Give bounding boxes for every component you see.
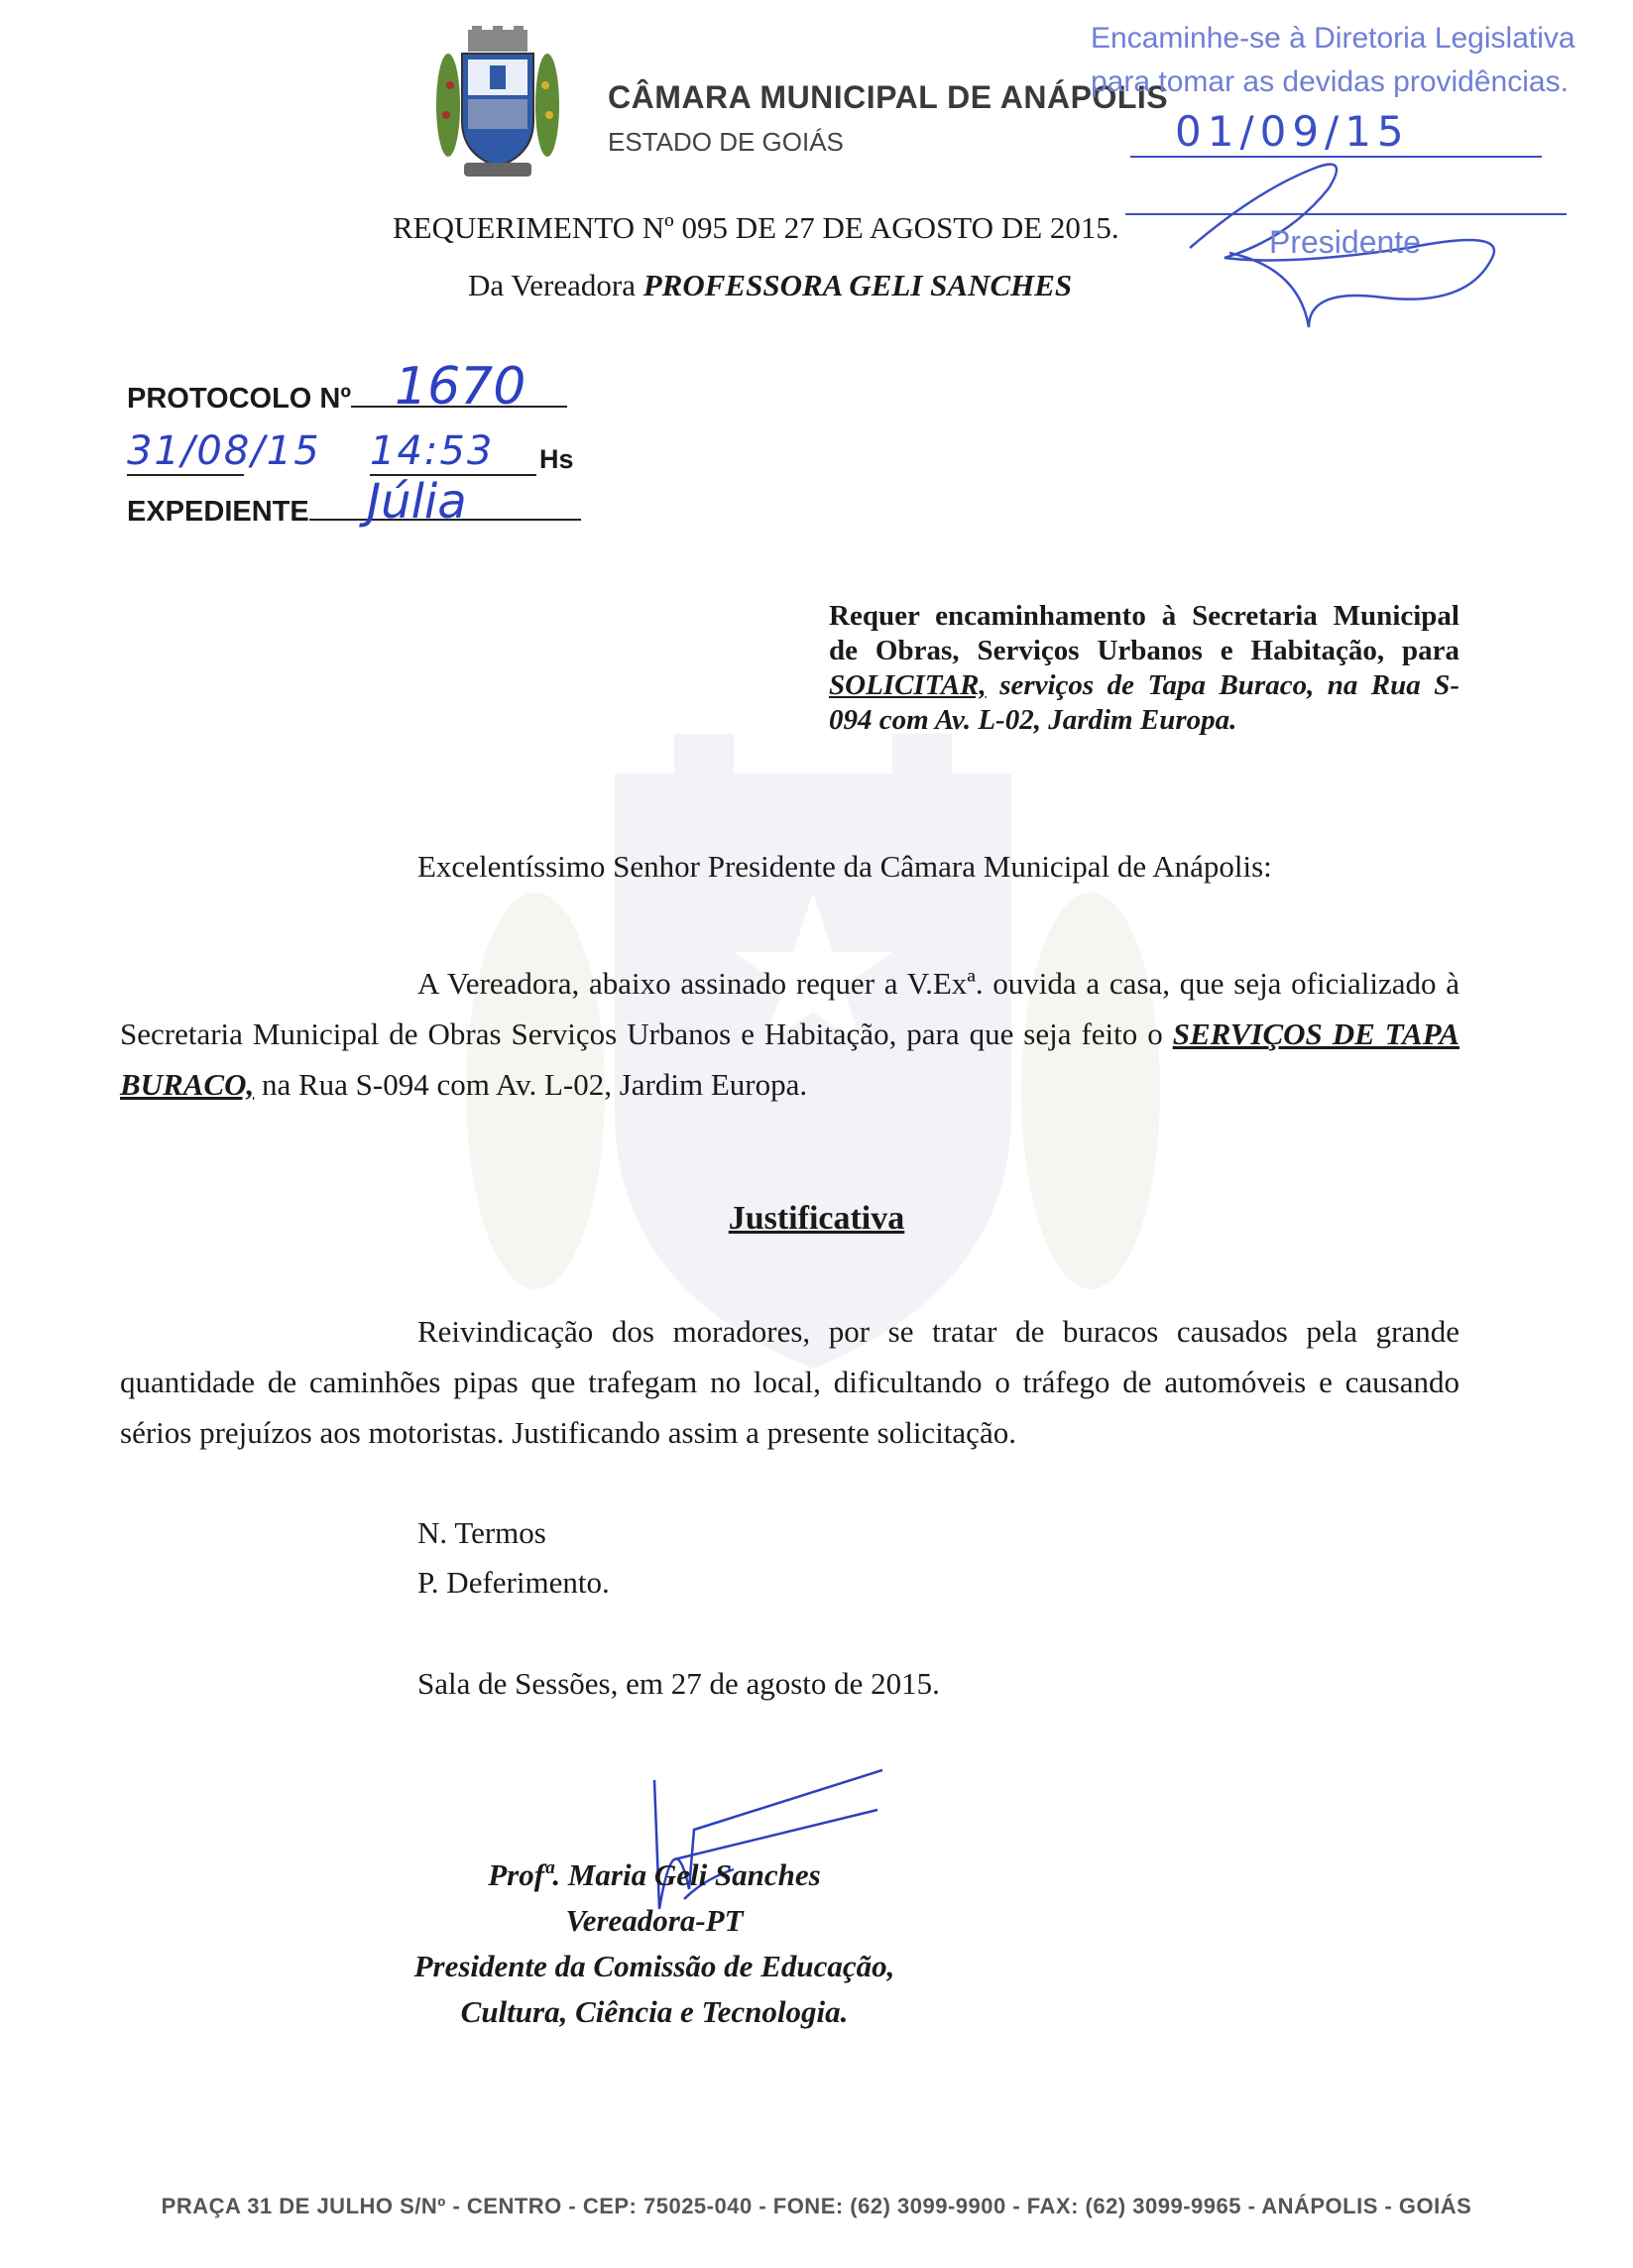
signature-block <box>377 1852 932 2035</box>
footer-address: PRAÇA 31 DE JULHO S/Nº - CENTRO - CEP: 75025-040 - FONE: (62) 3099-9900 - FAX: (62) 3099-9965 - ANÁPOLIS - GOIÁS <box>161 2194 1472 2218</box>
request-author <box>468 268 1072 303</box>
protocol-date: 31/08/15 <box>127 428 321 474</box>
protocol-date-underline <box>127 474 244 476</box>
header-title: CÂMARA MUNICIPAL DE ANÁPOLIS <box>608 79 1169 115</box>
author-name: PROFESSORA GELI SANCHES <box>642 268 1073 302</box>
signer-role: Vereadora-PT <box>565 1903 744 1938</box>
closing-terms: N. Termos <box>417 1515 546 1550</box>
header-subtitle: ESTADO DE GOIÁS <box>608 127 844 157</box>
request-summary: Requer encaminhamento à Secretaria Municipal de Obras, Serviços Urbanos e Habitação, para SOLICITAR, serviços de Tapa Buraco, na Rua S-094 com Av. L-02, Jardim Europa. <box>829 600 1460 736</box>
stamp-dispatch-line1: Encaminhe-se à Diretoria Legislativa <box>1091 22 1575 55</box>
author-prefix: Da Vereadora <box>468 268 636 302</box>
summary-highlight: SOLICITAR, <box>829 669 987 701</box>
protocol-time: 14:53 <box>370 428 495 474</box>
signer-position-2: Cultura, Ciência e Tecnologia. <box>460 1994 849 2029</box>
justification-paragraph: Reivindicação dos moradores, por se tratar de buracos causados pela grande quantidade de caminhões pipas que trafegam no local, dificultando o tráfego de automóveis e causando sérios prejuízos aos motoristas. Justificando assim a presente solicitação. <box>120 1314 1459 1450</box>
place-and-date: Sala de Sessões, em 27 de agosto de 2015. <box>417 1666 940 1701</box>
signer-name: Profª. Maria Geli Sanches <box>488 1857 821 1892</box>
signer-position-1: Presidente da Comissão de Educação, <box>413 1949 895 1983</box>
protocol-label: PROTOCOLO Nº <box>127 383 567 416</box>
expediente-label: EXPEDIENTE <box>127 496 581 529</box>
protocol-hours-label: Hs <box>539 444 574 474</box>
body-paragraph: A Vereadora, abaixo assinado requer a V.Exª. ouvida a casa, que seja oficializado à Secretaria Municipal de Obras Serviços Urbanos e Habitação, para que seja feito o SERVIÇOS DE TAPA BURACO, na Rua S-094 com Av. L-02, Jardim Europa. <box>120 966 1460 1102</box>
stamp-president-label: Presidente <box>1269 224 1421 260</box>
stamp-dispatch-line2: para tomar as devidas providências. <box>1091 65 1569 98</box>
justification-title: Justificativa <box>728 1200 905 1237</box>
protocol-number: 1670 <box>395 357 526 417</box>
request-title: REQUERIMENTO Nº 095 DE 27 DE AGOSTO DE 2015. <box>393 210 1119 245</box>
salutation: Excelentíssimo Senhor Presidente da Câmara Municipal de Anápolis: <box>417 849 1272 884</box>
body-highlight: SERVIÇOS DE TAPA BURACO, <box>120 1016 1460 1102</box>
stamp-handwritten-date: 01/09/15 <box>1175 107 1410 156</box>
closing-deferment: P. Deferimento. <box>417 1565 610 1600</box>
expediente-signature: Júlia <box>367 474 467 530</box>
